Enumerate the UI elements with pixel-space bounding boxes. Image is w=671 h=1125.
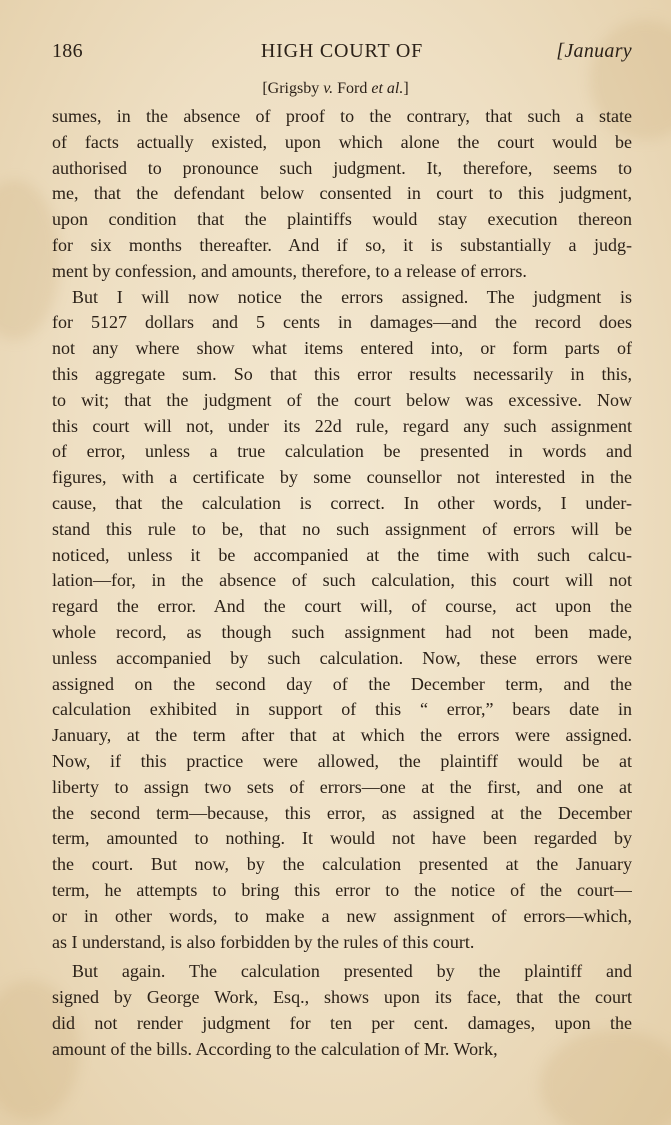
text-line: me, that the defendant below consented in court to this judgment, — [52, 183, 632, 204]
text-line: to wit; that the judgment of the court below was excessive. Now — [52, 389, 632, 410]
running-header — [52, 38, 632, 64]
text-line: for six months thereafter. And if so, it is substantially a judg- — [52, 234, 632, 255]
text-line: But I will now notice the errors assigned. The judgment is — [72, 286, 632, 307]
text-line: the second term—because, this error, as assigned at the December — [52, 802, 632, 823]
text-line: stand this rule to be, that no such assignment of errors will be — [52, 518, 632, 539]
text-line: signed by George Work, Esq., shows upon its face, that the court — [52, 987, 632, 1008]
paragraph — [52, 285, 632, 956]
paragraph — [52, 959, 632, 1062]
case-caption-close: ] — [403, 80, 409, 97]
text-line: whole record, as though such assignment had not been made, — [52, 621, 632, 642]
text-line: figures, with a certificate by some counsellor not interested in the — [52, 467, 632, 488]
case-caption-et-al: et al. — [371, 80, 404, 97]
text-line: noticed, unless it be accompanied at the time with such calcu- — [52, 544, 632, 565]
text-line: upon condition that the plaintiffs would stay execution thereon — [52, 209, 632, 230]
text-line: regard the error. And the court will, of course, act upon the — [52, 596, 632, 617]
running-title: HIGH COURT OF — [260, 40, 424, 62]
text-line: Now, if this practice were allowed, the plaintiff would be at — [52, 750, 632, 771]
text-line: or in other words, to make a new assignment of errors—which, — [52, 905, 632, 926]
text-line: for 5127 dollars and 5 cents in damages—and the record does — [52, 312, 632, 333]
text-line: ment by confession, and amounts, therefore, to a release of errors. — [52, 260, 527, 281]
case-caption — [0, 78, 671, 100]
text-line: this court will not, under its 22d rule, regard any such assignment — [52, 415, 632, 436]
body-text — [52, 104, 632, 1062]
paragraph — [52, 104, 632, 285]
text-line: lation—for, in the absence of such calculation, this court will not — [52, 570, 632, 591]
page-number: 186 — [52, 40, 83, 62]
text-line: cause, that the calculation is correct. In other words, I under- — [52, 492, 632, 513]
text-line: this aggregate sum. So that this error results necessarily in this, — [52, 363, 632, 384]
text-line: But again. The calculation presented by the plaintiff and — [72, 961, 632, 982]
text-line: January, at the term after that at which the errors were assigned. — [52, 725, 632, 746]
text-line: did not render judgment for ten per cent. damages, upon the — [52, 1012, 632, 1033]
running-month: [January — [556, 40, 632, 62]
text-line: liberty to assign two sets of errors—one at the first, and one at — [52, 776, 632, 797]
text-line: authorised to pronounce such judgment. It, therefore, seems to — [52, 157, 632, 178]
text-line: term, amounted to nothing. It would not have been regarded by — [52, 828, 632, 849]
text-line: amount of the bills. According to the calculation of Mr. Work, — [52, 1038, 498, 1059]
text-line: assigned on the second day of the December term, and the — [52, 673, 632, 694]
case-caption-versus: v. — [323, 80, 334, 97]
text-line: unless accompanied by such calculation. Now, these errors were — [52, 647, 632, 668]
text-line: of error, unless a true calculation be presented in words and — [52, 441, 632, 462]
text-line: calculation exhibited in support of this “ error,” bears date in — [52, 699, 632, 720]
text-line: term, he attempts to bring this error to the notice of the court— — [52, 879, 632, 900]
paper-stain — [0, 180, 60, 340]
text-line: not any where show what items entered into, or form parts of — [52, 338, 632, 359]
text-line: the court. But now, by the calculation presented at the January — [52, 854, 632, 875]
text-line: as I understand, is also forbidden by the rules of this court. — [52, 931, 475, 952]
case-caption-open: [Grigsby — [262, 80, 324, 97]
text-line: of facts actually existed, upon which alone the court would be — [52, 131, 632, 152]
text-line: sumes, in the absence of proof to the contrary, that such a state — [52, 106, 632, 126]
case-caption-parties: Ford — [333, 80, 372, 97]
